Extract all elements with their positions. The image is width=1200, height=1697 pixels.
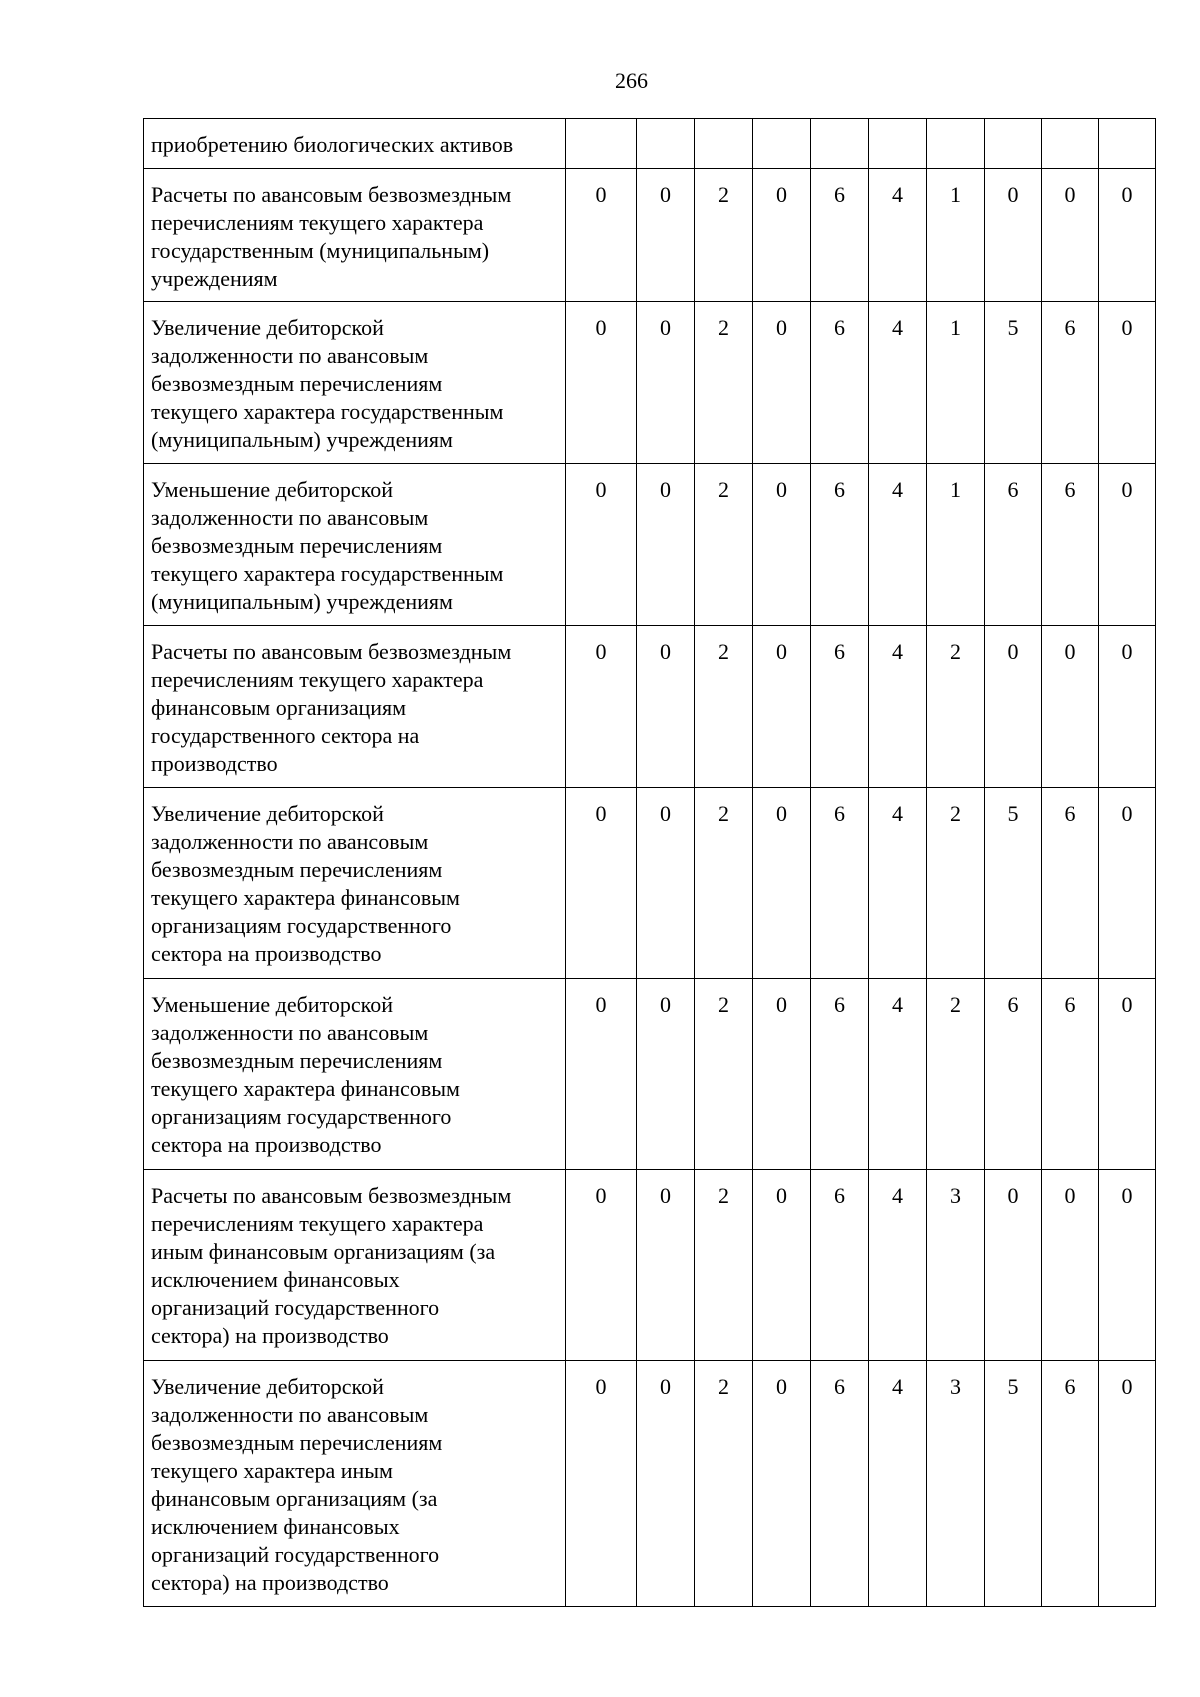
code-digit-cell: 5 [985, 1361, 1042, 1607]
description-line: Уменьшение дебиторской [151, 992, 394, 1017]
description-line: организациям государственного [151, 1104, 452, 1129]
code-digit-cell: 0 [1099, 1170, 1156, 1361]
table-row [144, 1361, 1156, 1607]
code-digit-cell: 0 [1042, 626, 1099, 788]
code-digit-cell: 0 [753, 979, 811, 1170]
description-line: финансовым организациям (за [151, 1486, 438, 1511]
code-digit-cell: 0 [1099, 1361, 1156, 1607]
code-digit-cell: 1 [927, 169, 985, 302]
code-digit-cell: 4 [869, 169, 927, 302]
code-digit-cell: 2 [927, 979, 985, 1170]
code-digit-cell: 0 [1099, 464, 1156, 626]
code-digit-cell: 0 [637, 1361, 695, 1607]
description-line: финансовым организациям [151, 695, 407, 720]
code-digit-cell [811, 119, 869, 169]
description-line: задолженности по авансовым [151, 343, 429, 368]
table-row [144, 119, 1156, 169]
description-line: безвозмездным перечислениям [151, 371, 443, 396]
description-line: текущего характера финансовым [151, 885, 460, 910]
description-line: перечислениям текущего характера [151, 667, 484, 692]
code-digit-cell: 6 [811, 169, 869, 302]
description-line: организаций государственного [151, 1295, 440, 1320]
table-row [144, 788, 1156, 979]
table-row [144, 169, 1156, 302]
code-digit-cell: 2 [695, 788, 753, 979]
code-digit-cell: 6 [811, 626, 869, 788]
description-line: сектора) на производство [151, 1570, 389, 1595]
description-line: Увеличение дебиторской [151, 801, 384, 826]
description-line: задолженности по авансовым [151, 829, 429, 854]
code-digit-cell: 0 [566, 626, 637, 788]
code-digit-cell: 0 [566, 979, 637, 1170]
code-digit-cell: 0 [985, 626, 1042, 788]
code-digit-cell: 6 [811, 464, 869, 626]
code-digit-cell: 0 [566, 169, 637, 302]
description-line: организаций государственного [151, 1542, 440, 1567]
code-digit-cell: 0 [566, 1170, 637, 1361]
description-line: (муниципальным) учреждениям [151, 427, 453, 452]
code-digit-cell: 4 [869, 302, 927, 464]
table-row [144, 1170, 1156, 1361]
code-digit-cell [869, 119, 927, 169]
code-digit-cell: 3 [927, 1170, 985, 1361]
table-body [144, 119, 1156, 1607]
code-digit-cell: 6 [985, 979, 1042, 1170]
code-digit-cell: 2 [927, 788, 985, 979]
description-line: Расчеты по авансовым безвозмездным [151, 182, 512, 207]
code-digit-cell: 2 [695, 626, 753, 788]
code-digit-cell: 4 [869, 1361, 927, 1607]
code-digit-cell: 0 [1099, 979, 1156, 1170]
code-digit-cell: 4 [869, 626, 927, 788]
code-digit-cell: 6 [811, 302, 869, 464]
description-line: производство [151, 751, 278, 776]
code-digit-cell: 6 [811, 1361, 869, 1607]
code-digit-cell: 6 [811, 1170, 869, 1361]
code-digit-cell: 6 [1042, 464, 1099, 626]
code-digit-cell: 5 [985, 302, 1042, 464]
code-digit-cell: 0 [753, 626, 811, 788]
description-line: Уменьшение дебиторской [151, 477, 394, 502]
code-digit-cell [1042, 119, 1099, 169]
code-digit-cell: 0 [753, 302, 811, 464]
code-digit-cell: 6 [1042, 788, 1099, 979]
description-line: перечислениям текущего характера [151, 1211, 484, 1236]
code-digit-cell: 6 [985, 464, 1042, 626]
code-digit-cell: 6 [811, 979, 869, 1170]
description-line: Расчеты по авансовым безвозмездным [151, 1183, 512, 1208]
description-line: текущего характера иным [151, 1458, 393, 1483]
description-line: безвозмездным перечислениям [151, 857, 443, 882]
code-digit-cell: 2 [695, 1170, 753, 1361]
description-line: сектора на производство [151, 941, 382, 966]
code-digit-cell: 0 [1099, 788, 1156, 979]
code-digit-cell: 2 [695, 169, 753, 302]
code-digit-cell: 4 [869, 788, 927, 979]
code-digit-cell: 3 [927, 1361, 985, 1607]
description-line: иным финансовым организациям (за [151, 1239, 496, 1264]
page-number: 266 [615, 68, 648, 93]
code-digit-cell: 4 [869, 979, 927, 1170]
code-digit-cell: 0 [1042, 1170, 1099, 1361]
description-line: сектора на производство [151, 1132, 382, 1157]
code-digit-cell: 6 [1042, 1361, 1099, 1607]
row-description [144, 119, 566, 169]
description-line: организациям государственного [151, 913, 452, 938]
code-digit-cell: 0 [566, 302, 637, 464]
code-digit-cell: 0 [637, 788, 695, 979]
code-digit-cell: 1 [927, 302, 985, 464]
description-line: приобретению биологических активов [151, 132, 514, 157]
description-line: государственного сектора на [151, 723, 420, 748]
account-codes-table [143, 118, 1156, 1607]
table-row [144, 464, 1156, 626]
description-line: безвозмездным перечислениям [151, 533, 443, 558]
code-digit-cell: 0 [753, 1361, 811, 1607]
code-digit-cell: 0 [637, 979, 695, 1170]
description-line: (муниципальным) учреждениям [151, 589, 453, 614]
code-digit-cell [985, 119, 1042, 169]
code-digit-cell: 0 [637, 464, 695, 626]
description-line: Увеличение дебиторской [151, 1374, 384, 1399]
code-digit-cell: 0 [985, 169, 1042, 302]
description-line: безвозмездным перечислениям [151, 1430, 443, 1455]
code-digit-cell: 6 [811, 788, 869, 979]
table-row [144, 302, 1156, 464]
code-digit-cell: 6 [1042, 302, 1099, 464]
row-description [144, 626, 566, 788]
row-description [144, 464, 566, 626]
description-line: задолженности по авансовым [151, 505, 429, 530]
table-row [144, 626, 1156, 788]
description-line: Расчеты по авансовым безвозмездным [151, 639, 512, 664]
description-line: текущего характера государственным [151, 561, 504, 586]
code-digit-cell: 0 [985, 1170, 1042, 1361]
code-digit-cell: 0 [637, 169, 695, 302]
description-line: текущего характера государственным [151, 399, 504, 424]
code-digit-cell: 0 [566, 464, 637, 626]
description-line: задолженности по авансовым [151, 1402, 429, 1427]
code-digit-cell: 0 [1042, 169, 1099, 302]
row-description [144, 1170, 566, 1361]
row-description [144, 169, 566, 302]
row-description [144, 1361, 566, 1607]
code-digit-cell: 1 [927, 464, 985, 626]
description-line: учреждениям [151, 266, 278, 291]
code-digit-cell: 0 [1099, 302, 1156, 464]
description-line: текущего характера финансовым [151, 1076, 460, 1101]
row-description [144, 979, 566, 1170]
code-digit-cell: 2 [695, 464, 753, 626]
code-digit-cell: 0 [637, 302, 695, 464]
code-digit-cell [927, 119, 985, 169]
code-digit-cell: 0 [1099, 626, 1156, 788]
table-row [144, 979, 1156, 1170]
description-line: государственным (муниципальным) [151, 238, 490, 263]
description-line: безвозмездным перечислениям [151, 1048, 443, 1073]
description-line: исключением финансовых [151, 1514, 400, 1539]
code-digit-cell: 0 [637, 626, 695, 788]
code-digit-cell: 6 [1042, 979, 1099, 1170]
description-line: исключением финансовых [151, 1267, 400, 1292]
description-line: задолженности по авансовым [151, 1020, 429, 1045]
code-digit-cell: 0 [566, 788, 637, 979]
code-digit-cell: 0 [753, 464, 811, 626]
code-digit-cell: 0 [753, 169, 811, 302]
code-digit-cell: 0 [753, 788, 811, 979]
description-line: Увеличение дебиторской [151, 315, 384, 340]
code-digit-cell [637, 119, 695, 169]
row-description [144, 302, 566, 464]
code-digit-cell: 4 [869, 1170, 927, 1361]
code-digit-cell [753, 119, 811, 169]
code-digit-cell: 0 [637, 1170, 695, 1361]
code-digit-cell: 5 [985, 788, 1042, 979]
code-digit-cell: 0 [1099, 169, 1156, 302]
code-digit-cell: 2 [695, 979, 753, 1170]
code-digit-cell: 0 [566, 1361, 637, 1607]
code-digit-cell [695, 119, 753, 169]
code-digit-cell: 2 [695, 1361, 753, 1607]
code-digit-cell [566, 119, 637, 169]
code-digit-cell: 4 [869, 464, 927, 626]
description-line: перечислениям текущего характера [151, 210, 484, 235]
code-digit-cell [1099, 119, 1156, 169]
description-line: сектора) на производство [151, 1323, 389, 1348]
row-description [144, 788, 566, 979]
code-digit-cell: 2 [695, 302, 753, 464]
code-digit-cell: 2 [927, 626, 985, 788]
code-digit-cell: 0 [753, 1170, 811, 1361]
